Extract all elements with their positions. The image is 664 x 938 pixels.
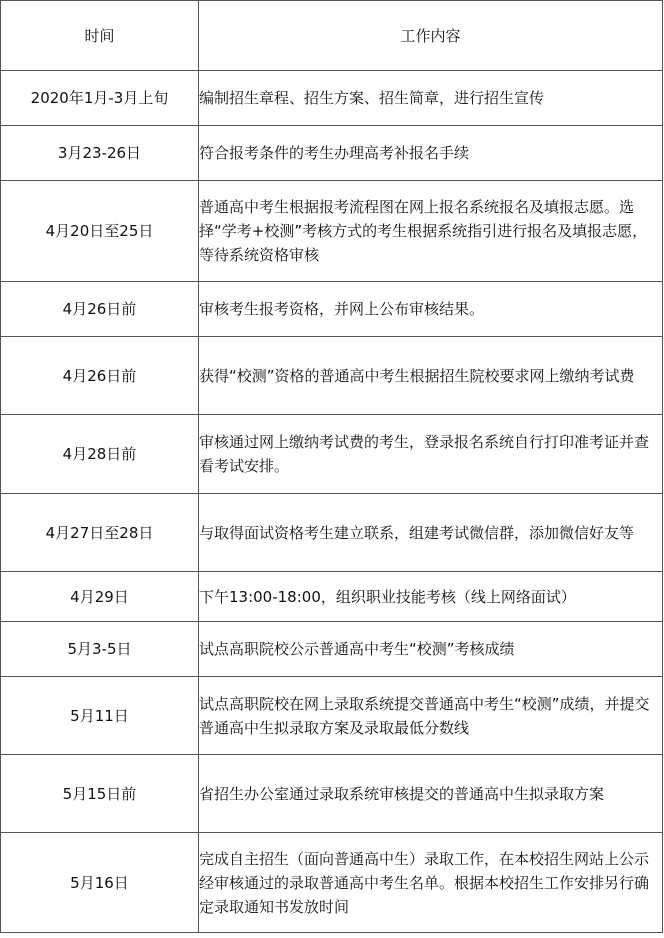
- table-row: [1, 494, 663, 572]
- row-content: 审核通过网上缴纳考试费的考生，登录报名系统自行打印准考证并查看考试安排。: [199, 415, 663, 494]
- row-time: 4月27日至28日: [1, 494, 199, 572]
- row-content: 普通高中考生根据报考流程图在网上报名系统报名及填报志愿。选择“学考+校测”考核方式的考生根据系统指引进行报名及填报志愿，等待系统资格审核: [199, 181, 663, 282]
- table-row: [1, 677, 663, 755]
- row-time: 5月3-5日: [1, 622, 199, 677]
- table-row: [1, 755, 663, 833]
- row-time: 4月29日: [1, 572, 199, 622]
- row-content: 符合报考条件的考生办理高考补报名手续: [199, 126, 663, 181]
- table-header-row: [1, 1, 663, 71]
- table-row: [1, 337, 663, 415]
- table-row: [1, 282, 663, 337]
- table-row: [1, 572, 663, 622]
- row-time: 5月15日前: [1, 755, 199, 833]
- row-time: 4月26日前: [1, 282, 199, 337]
- row-time: 4月28日前: [1, 415, 199, 494]
- row-content: 试点高职院校在网上录取系统提交普通高中考生“校测”成绩，并提交普通高中生拟录取方案及录取最低分数线: [199, 677, 663, 755]
- row-content: 与取得面试资格考生建立联系，组建考试微信群，添加微信好友等: [199, 494, 663, 572]
- row-time: 2020年1月-3月上旬: [1, 71, 199, 126]
- header-content: 工作内容: [199, 1, 663, 71]
- row-content: 审核考生报考资格，并网上公布审核结果。: [199, 282, 663, 337]
- table-row: [1, 415, 663, 494]
- row-content: 编制招生章程、招生方案、招生简章，进行招生宣传: [199, 71, 663, 126]
- row-time: 4月26日前: [1, 337, 199, 415]
- row-content: 下午13:00-18:00，组织职业技能考核（线上网络面试）: [199, 572, 663, 622]
- table-row: [1, 622, 663, 677]
- row-time: 5月11日: [1, 677, 199, 755]
- row-content: 试点高职院校公示普通高中考生“校测”考核成绩: [199, 622, 663, 677]
- table-row: [1, 833, 663, 933]
- row-content: 省招生办公室通过录取系统审核提交的普通高中生拟录取方案: [199, 755, 663, 833]
- header-time: 时间: [1, 1, 199, 71]
- row-time: 3月23-26日: [1, 126, 199, 181]
- row-content: 完成自主招生（面向普通高中生）录取工作，在本校招生网站上公示经审核通过的录取普通高中考生名单。根据本校招生工作安排另行确定录取通知书发放时间: [199, 833, 663, 933]
- table-row: [1, 181, 663, 282]
- row-content: 获得“校测”资格的普通高中考生根据招生院校要求网上缴纳考试费: [199, 337, 663, 415]
- table-row: [1, 71, 663, 126]
- table-row: [1, 126, 663, 181]
- row-time: 4月20日至25日: [1, 181, 199, 282]
- row-time: 5月16日: [1, 833, 199, 933]
